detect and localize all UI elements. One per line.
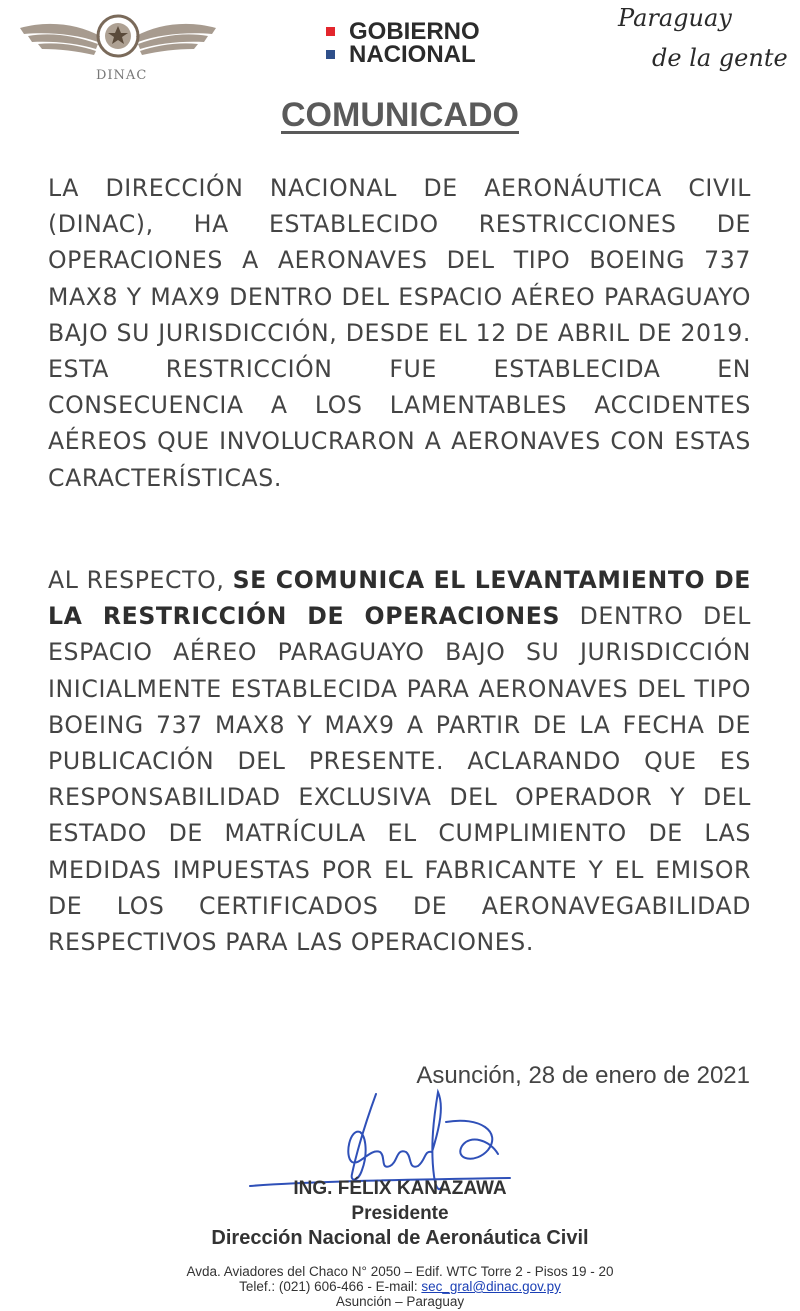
footer-address: Avda. Aviadores del Chaco N° 2050 – Edif. WTC Torre 2 - Pisos 19 - 20 [186,1264,614,1279]
red-square-icon [326,27,335,36]
footer-city: Asunción – Paraguay [335,1294,465,1309]
gov-line1: GOBIERNO [349,18,480,45]
signatory-organization: Dirección Nacional de Aeronáutica Civil [211,1227,589,1249]
paragraph-2-lead: AL RESPECTO, [48,566,233,594]
footer-phone: Telef.: (021) 606-466 - E-mail: [239,1279,422,1294]
blue-square-icon [326,50,335,59]
footer-email-link[interactable]: sec_gral@dinac.gov.py [421,1279,561,1294]
dinac-logo-text: DINAC [96,68,148,83]
slogan-line1: Paraguay [618,4,732,32]
gov-line2: NACIONAL [349,41,476,68]
slogan-line2: de la gente [652,44,788,72]
dinac-logo [18,6,218,84]
dinac-wings-emblem [18,6,218,68]
signatory-name: ING. FÉLIX KANAZAWA [293,1178,507,1199]
slogan-logo [618,4,793,84]
signatory-role: Presidente [351,1203,449,1224]
paragraph-1: LA DIRECCIÓN NACIONAL DE AERONÁUTICA CIVIL (DINAC), HA ESTABLECIDO RESTRICCIONES DE OPERACIONES A AERONAVES DEL TIPO BOEING 737 MAX8 Y MAX9 DENTRO DEL ESPACIO AÉREO PARAGUAYO BAJO SU JURISDICCIÓN, DESDE EL 12 DE ABRIL DE 2019. ESTA RESTRICCIÓN FUE ESTABLECIDA EN CONSECUENCIA A LOS LAMENTABLES ACCIDENTES AÉREOS QUE INVOLUCRARON A AERONAVES CON ESTAS CARACTERÍSTICAS. [48,174,751,492]
footer-contact [0,1279,800,1294]
page-title: COMUNICADO [281,96,519,134]
paragraph-2 [48,562,751,960]
gobierno-nacional-logo [326,20,480,66]
paragraph-2-rest: DENTRO DEL ESPACIO AÉREO PARAGUAYO BAJO SU JURISDICCIÓN INICIALMENTE ESTABLECIDA PARA AERONAVES DEL TIPO BOEING 737 MAX8 Y MAX9 A PARTIR DE LA FECHA DE PUBLICACIÓN DEL PRESENTE. ACLARANDO QUE ES RESPONSABILIDAD EXCLUSIVA DEL OPERADOR Y DEL ESTADO DE MATRÍCULA EL CUMPLIMIENTO DE LAS MEDIDAS IMPUESTAS POR EL FABRICANTE Y EL EMISOR DE LOS CERTIFICADOS DE AERONAVEGABILIDAD RESPECTIVOS PARA LAS OPERACIONES. [48,602,752,957]
date-line: Asunción, 28 de enero de 2021 [416,1062,750,1089]
paragraph-2-bold: SE COMUNICA EL LEVANTAMIENTO DE LA RESTRICCIÓN DE OPERACIONES [48,566,751,631]
